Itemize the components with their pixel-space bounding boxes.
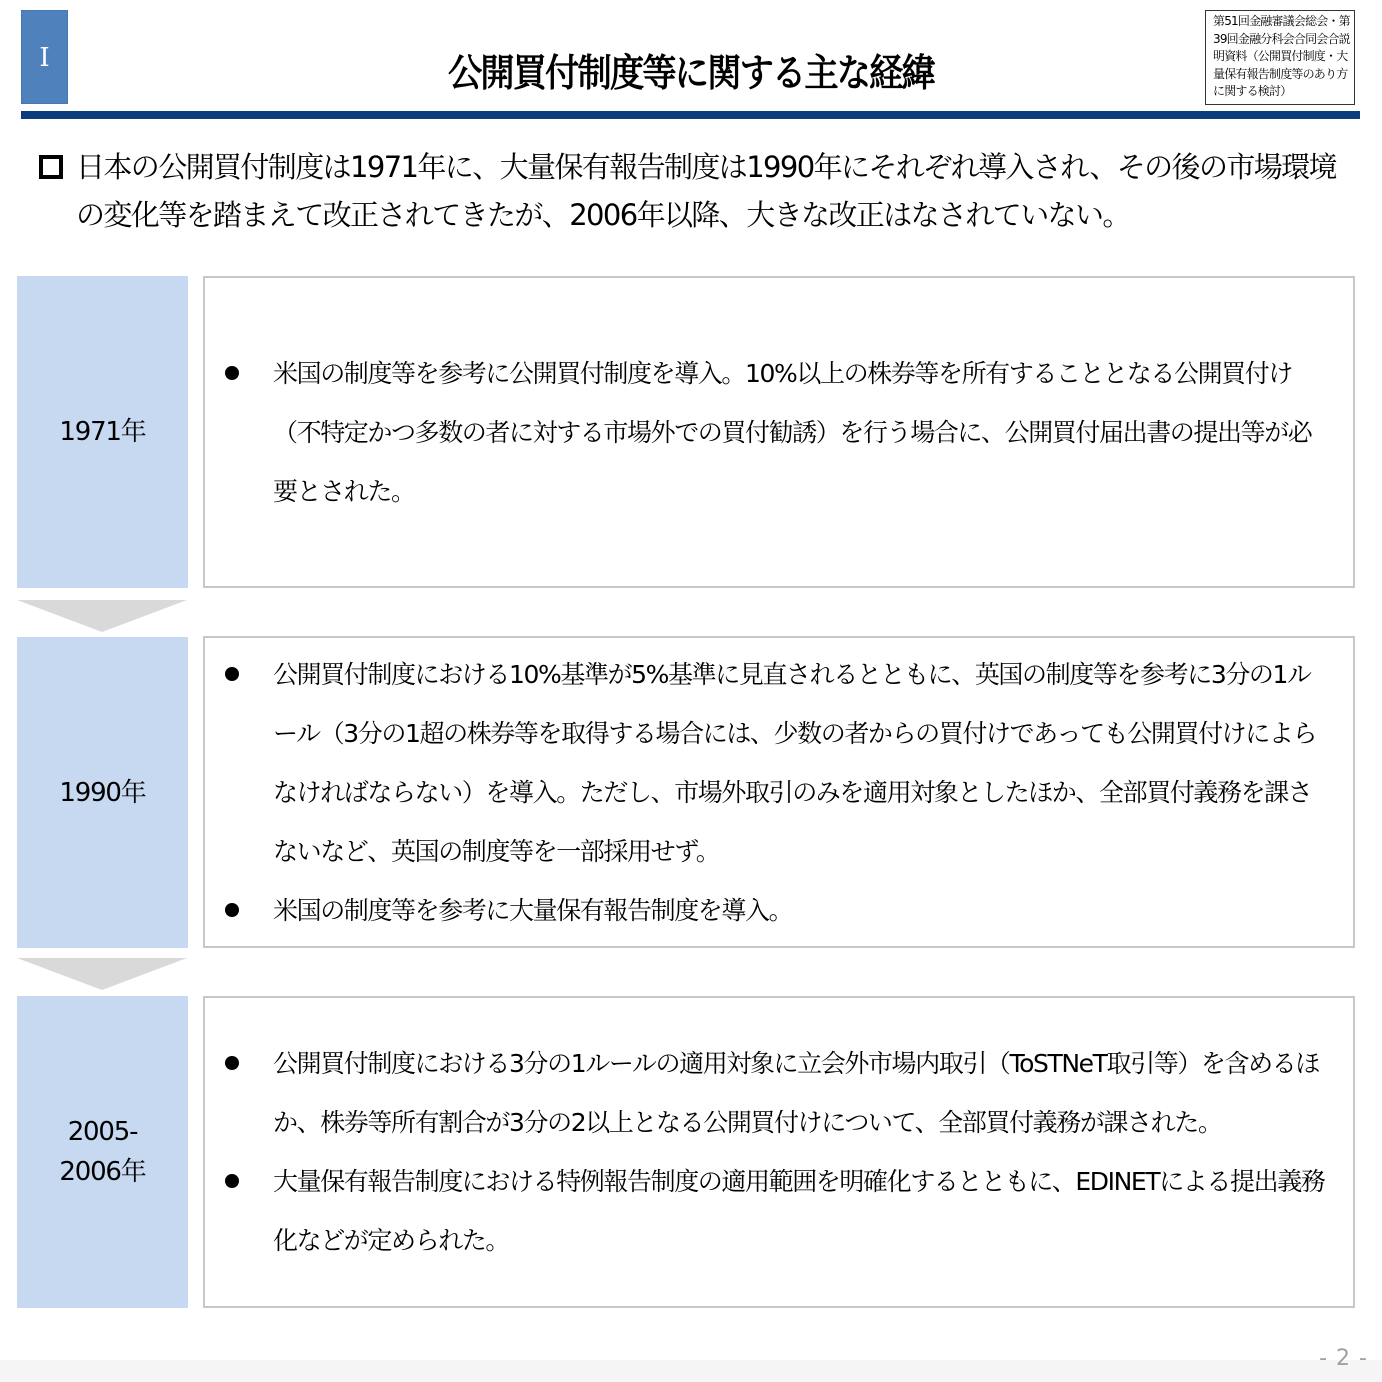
year-label-2005-2006	[17, 996, 188, 1308]
year-text	[59, 1112, 145, 1192]
year-text-line2: 2006年	[59, 1157, 146, 1187]
page-title: 公開買付制度等に関する主な経緯	[447, 51, 934, 95]
lead-paragraph	[36, 143, 1356, 239]
section-marker: Ⅰ	[21, 10, 68, 104]
year-label-1971	[17, 276, 188, 588]
bullet-item	[225, 1152, 1333, 1270]
bullet-item	[225, 344, 1333, 521]
square-bullet-icon	[39, 155, 63, 179]
down-arrow-icon	[17, 958, 187, 990]
bullet-text: 公開買付制度における3分の1ルールの適用対象に立会外市場内取引（ToSTNeT取引等）を含めるほか、株券等所有割合が3分の2以上となる公開買付けについて、全部買付義務が課された。	[273, 1049, 1319, 1137]
bullet-text: 米国の制度等を参考に公開買付制度を導入。10%以上の株券等を所有することとなる公開買付け（不特定かつ多数の者に対する市場外での買付勧誘）を行う場合に、公開買付届出書の提出等が必要とされた。	[273, 358, 1312, 506]
year-label-1990	[17, 637, 188, 948]
bullet-dot-icon	[225, 1056, 239, 1070]
year-text-line1: 2005-	[67, 1117, 138, 1147]
timeline-content-1971	[203, 276, 1355, 588]
bullet-dot-icon	[225, 366, 239, 380]
down-arrow-icon	[17, 600, 187, 632]
bullet-dot-icon	[225, 903, 239, 917]
source-note: 第51回金融審議会総会・第39回金融分科会合同会合説明資料（公開買付制度・大量保有報告制度等のあり方に関する検討）	[1205, 10, 1355, 105]
bullet-text: 大量保有報告制度における特例報告制度の適用範囲を明確化するとともに、EDINETによる提出義務化などが定められた。	[273, 1167, 1325, 1255]
bullet-dot-icon	[225, 1174, 239, 1188]
timeline-content-2005-2006	[203, 996, 1355, 1308]
bullet-item	[225, 881, 1333, 940]
header-divider	[21, 111, 1360, 119]
lead-text: 日本の公開買付制度は1971年に、大量保有報告制度は1990年にそれぞれ導入され、その後の市場環境の変化等を踏まえて改正されてきたが、2006年以降、大きな改正はなされていない。	[76, 150, 1336, 232]
page-number: - 2 -	[1319, 1346, 1368, 1371]
year-text: 1990年	[59, 777, 146, 808]
bullet-text: 公開買付制度における10%基準が5%基準に見直されるとともに、英国の制度等を参考に3分の1ルール（3分の1超の株券等を取得する場合には、少数の者からの買付けであっても公開買付けによらなければならない）を導入。ただし、市場外取引のみを適用対象としたほか、全部買付義務を課さないなど、英国の制度等を一部採用せず。	[273, 659, 1317, 866]
bullet-text: 米国の制度等を参考に大量保有報告制度を導入。	[273, 895, 793, 925]
footer-strip	[0, 1360, 1382, 1382]
bullet-dot-icon	[225, 667, 239, 681]
bullet-item	[225, 1034, 1333, 1152]
year-text: 1971年	[59, 417, 146, 447]
timeline-content-1990	[203, 636, 1355, 948]
bullet-item	[225, 645, 1333, 881]
